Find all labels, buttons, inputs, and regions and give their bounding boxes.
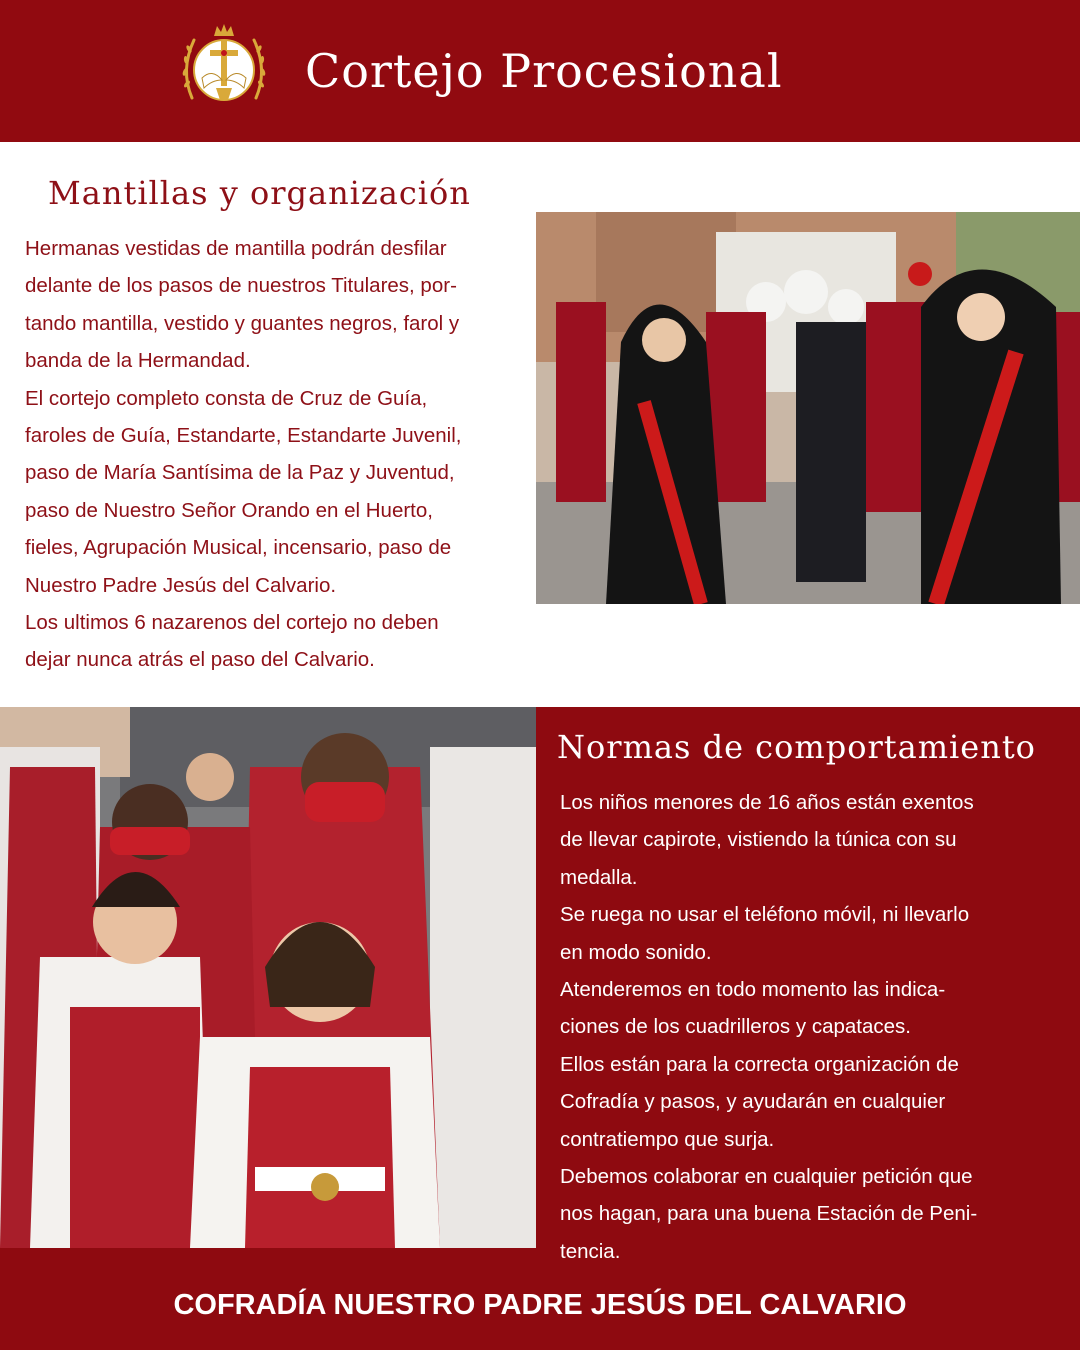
- text-line: tencia.: [560, 1239, 621, 1263]
- text-line: Debemos colaborar en cualquier petición que: [560, 1165, 973, 1189]
- mantillas-heading: Mantillas y organización: [48, 174, 471, 212]
- brotherhood-crest-icon: [174, 18, 274, 118]
- page-title: Cortejo Procesional: [305, 44, 783, 98]
- footer-brotherhood-name: COFRADÍA NUESTRO PADRE JESÚS DEL CALVARIO: [173, 1289, 907, 1321]
- text-line: Hermanas vestidas de mantilla podrán desfilar: [25, 237, 447, 260]
- text-line: tando mantilla, vestido y guantes negros, farol y: [25, 311, 460, 335]
- normas-heading: Normas de comportamiento: [557, 728, 1036, 766]
- text-line: paso de Nuestro Señor Orando en el Huerto,: [25, 498, 433, 522]
- text-line: de llevar capirote, vistiendo la túnica con su: [560, 828, 957, 852]
- text-line: delante de los pasos de nuestros Titulares, por-: [25, 274, 457, 298]
- text-line: Los niños menores de 16 años están exentos: [560, 791, 974, 814]
- text-line: fieles, Agrupación Musical, incensario, paso de: [25, 536, 452, 560]
- normas-text: [560, 784, 1060, 1270]
- text-line: Atenderemos en todo momento las indica-: [560, 978, 946, 1002]
- text-line: en modo sonido.: [560, 940, 712, 964]
- text-line: medalla.: [560, 865, 638, 889]
- text-line: Se ruega no usar el teléfono móvil, ni llevarlo: [560, 903, 970, 927]
- mantillas-text: [25, 230, 525, 679]
- text-line: dejar nunca atrás el paso del Calvario.: [25, 648, 375, 672]
- text-line: banda de la Hermandad.: [25, 349, 251, 373]
- procession-women-photo: [536, 212, 1080, 604]
- children-nazarenos-photo: [0, 707, 536, 1248]
- text-line: contratiempo que surja.: [560, 1127, 775, 1151]
- text-line: ciones de los cuadrilleros y capataces.: [560, 1015, 911, 1039]
- text-line: Nuestro Padre Jesús del Calvario.: [25, 573, 337, 597]
- text-line: El cortejo completo consta de Cruz de Guía,: [25, 386, 428, 410]
- text-line: Cofradía y pasos, y ayudarán en cualquier: [560, 1090, 946, 1114]
- text-line: nos hagan, para una buena Estación de Peni-: [560, 1202, 978, 1226]
- text-line: Ellos están para la correcta organización de: [560, 1052, 959, 1076]
- text-line: Los ultimos 6 nazarenos del cortejo no deben: [25, 611, 439, 635]
- header-banner: [0, 0, 1080, 142]
- text-line: paso de María Santísima de la Paz y Juventud,: [25, 461, 455, 485]
- text-line: faroles de Guía, Estandarte, Estandarte Juvenil,: [25, 424, 462, 448]
